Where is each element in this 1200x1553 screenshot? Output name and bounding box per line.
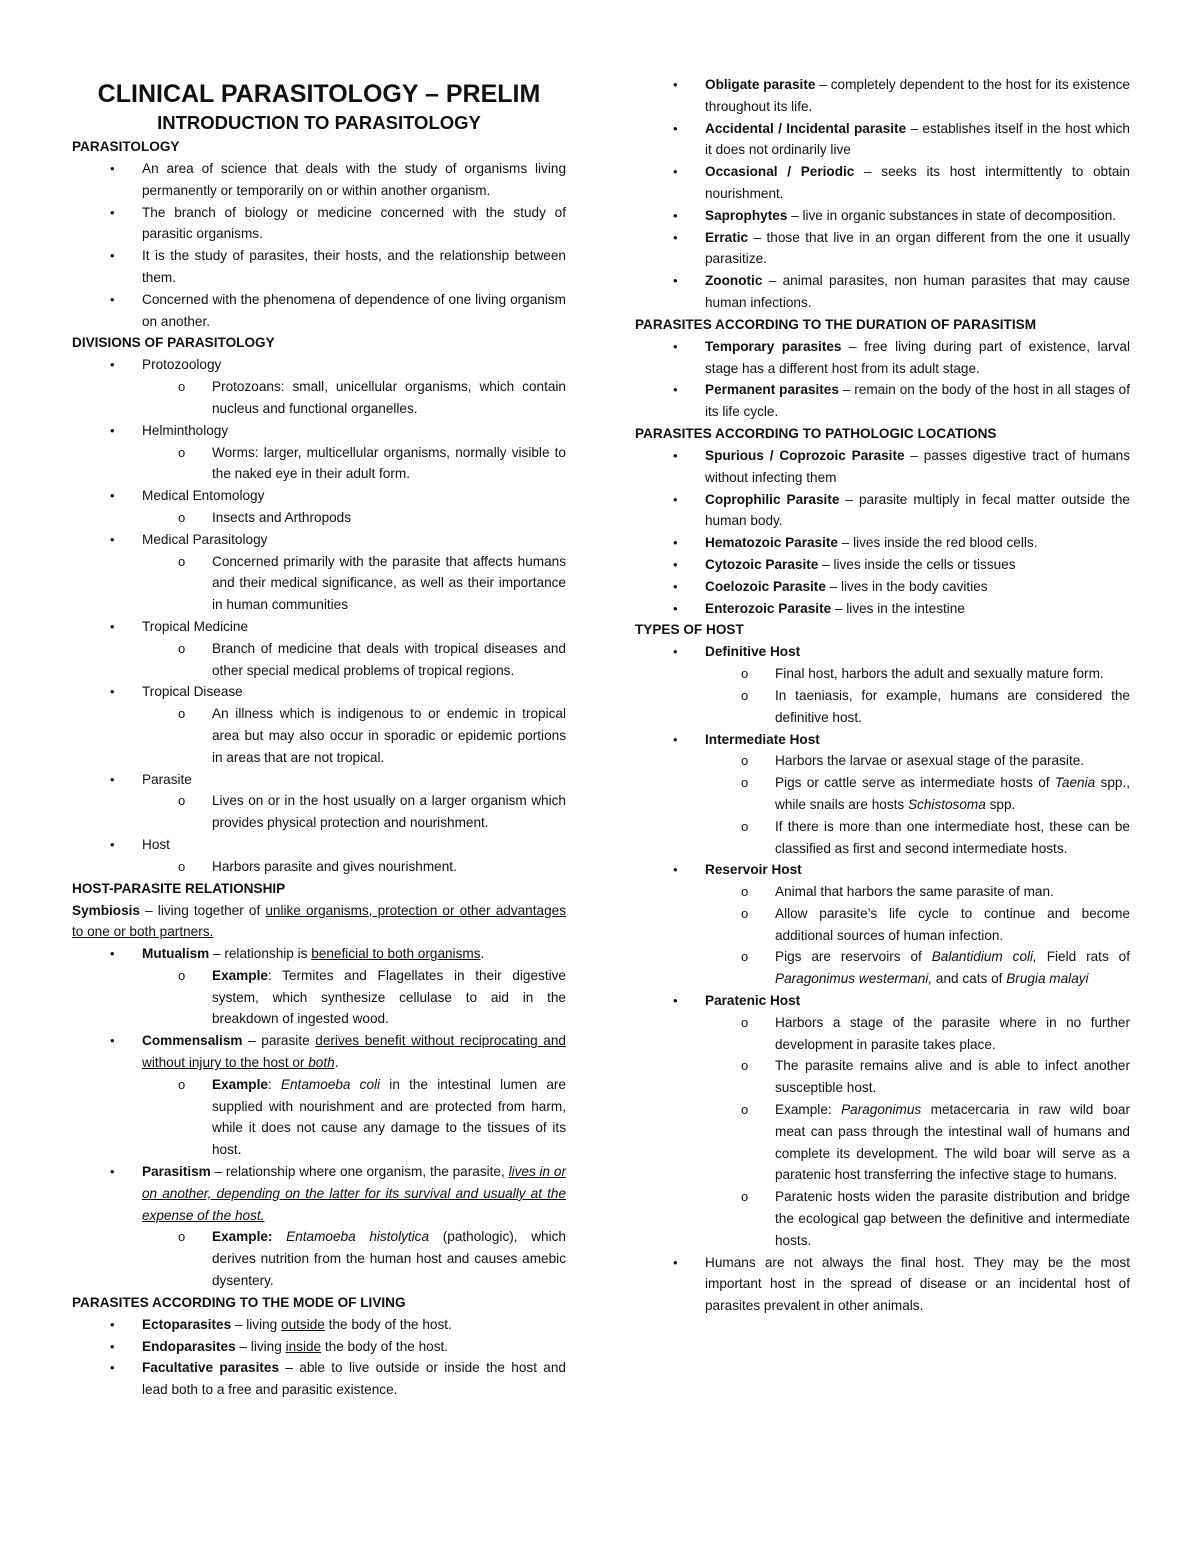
- section-heading-locations: PARASITES ACCORDING TO PATHOLOGIC LOCATIONS: [635, 425, 997, 441]
- term: Zoonotic: [705, 273, 763, 289]
- sub-list-item: o The parasite remains alive and is able to infect another susceptible host.: [705, 1055, 1130, 1099]
- list-item: [72, 485, 566, 529]
- text-span: – lives inside the red blood cells.: [837, 535, 1038, 551]
- example-label: Example:: [212, 1229, 273, 1245]
- list-item: • It is the study of parasites, their hosts, and the relationship between them.: [72, 245, 566, 289]
- list-item: [635, 576, 1130, 598]
- species-name: Paragonimus westermani,: [775, 971, 933, 987]
- list-item: [635, 554, 1130, 576]
- term: Facultative parasites: [142, 1360, 280, 1376]
- list-item: [635, 270, 1130, 314]
- text-span: Pigs are reservoirs of: [775, 949, 932, 965]
- sub-list: [705, 881, 1130, 990]
- underlined-text: both: [308, 1055, 335, 1071]
- term: Symbiosis: [72, 902, 140, 918]
- sub-list-item: o Protozoans: small, unicellular organisms, which contain nucleus and functional organelles.: [142, 376, 566, 420]
- host-type-label: Reservoir Host: [705, 862, 802, 878]
- sub-list-item: o An illness which is indigenous to or endemic in tropical area but may also occur in sporadic or epidemic portions in areas that are not tropical.: [142, 703, 566, 768]
- sub-list: [142, 1074, 566, 1161]
- text-span: Pigs or cattle serve as intermediate hosts of: [775, 775, 1055, 791]
- list-item: [72, 354, 566, 419]
- sub-list-item: o Paratenic hosts widen the parasite distribution and bridge the ecological gap between the definitive and intermediate hosts.: [705, 1186, 1130, 1251]
- sub-list-item: o Final host, harbors the adult and sexually mature form.: [705, 663, 1130, 685]
- sub-list: [142, 376, 566, 420]
- list-item: [635, 118, 1130, 162]
- list-item: [72, 834, 566, 878]
- sub-list: [142, 703, 566, 768]
- text-span: – living together of: [140, 902, 266, 918]
- species-name: Brugia malayi: [1006, 971, 1089, 987]
- list-item: [635, 161, 1130, 205]
- species-name: Taenia: [1054, 775, 1096, 791]
- underlined-text: outside: [281, 1316, 325, 1332]
- list-item: [635, 729, 1130, 860]
- list-item: [635, 859, 1130, 990]
- division-label: Protozoology: [142, 357, 222, 373]
- term: Occasional / Periodic: [705, 164, 855, 180]
- right-column: [635, 74, 1130, 1317]
- list-item: [72, 1357, 566, 1401]
- list-item: [635, 205, 1130, 227]
- term: Obligate parasite: [705, 77, 816, 92]
- list-item: [72, 420, 566, 485]
- left-column: [72, 74, 566, 1401]
- text-span: – live in organic substances in state of decomposition.: [787, 207, 1117, 223]
- sub-list-item: [705, 772, 1130, 816]
- sub-list-item: [142, 1074, 566, 1161]
- term: Spurious / Coprozoic Parasite: [705, 447, 905, 463]
- list-item: [72, 1161, 566, 1292]
- symbiosis-definition: [72, 900, 566, 944]
- sub-list: [142, 551, 566, 616]
- list-item: • An area of science that deals with the study of organisms living permanently or temporarily on or within another organism.: [72, 158, 566, 202]
- list-item: [635, 74, 1130, 118]
- list-item: [72, 529, 566, 616]
- sub-list: [142, 856, 566, 878]
- host-type-label: Intermediate Host: [705, 731, 820, 747]
- division-label: Host: [142, 836, 170, 852]
- locations-list: [635, 445, 1130, 619]
- text-span: – lives in the intestine: [831, 600, 965, 616]
- mode-of-living-list-right: [635, 74, 1130, 314]
- list-item: [635, 227, 1130, 271]
- sub-list-item: [142, 965, 566, 1030]
- sub-list-item: o Harbors a stage of the parasite where in no further development in parasite takes place.: [705, 1012, 1130, 1056]
- division-label: Tropical Medicine: [142, 618, 249, 634]
- host-type-label: Definitive Host: [705, 644, 801, 660]
- text-span: – remain on the body of the host in all stages of its life cycle.: [705, 382, 1130, 420]
- term: Cytozoic Parasite: [705, 556, 819, 572]
- list-item: [635, 641, 1130, 728]
- sub-list-item: o Branch of medicine that deals with tropical diseases and other special medical problems of tropical regions.: [142, 638, 566, 682]
- divisions-list: [72, 354, 566, 877]
- host-type-label: Paratenic Host: [705, 993, 801, 1009]
- term: Coelozoic Parasite: [705, 578, 826, 594]
- text-span: metacercaria in raw wild boar meat can pass through the intestinal wall of humans and complete its development. The wild boar will serve as a paratenic host transferring the infective stage to humans.: [775, 1102, 1130, 1183]
- species-name: Entamoeba histolytica: [272, 1229, 430, 1245]
- sub-list-item: o Lives on or in the host usually on a larger organism which provides physical protection and nourishment.: [142, 790, 566, 834]
- text-span: – parasite: [242, 1033, 316, 1049]
- list-item: [635, 489, 1130, 533]
- term: Parasitism: [142, 1164, 211, 1180]
- division-label: Medical Entomology: [142, 488, 265, 504]
- division-label: Medical Parasitology: [142, 531, 268, 547]
- text-span: – able to live outside or inside the host and lead both to a free and parasitic existence.: [142, 1360, 566, 1398]
- section-heading-host-types: TYPES OF HOST: [635, 622, 744, 638]
- text-span: the body of the host.: [324, 1316, 452, 1332]
- text-span: – relationship is: [209, 946, 312, 962]
- text-span: Field rats of: [1036, 949, 1130, 965]
- sub-list: [142, 790, 566, 834]
- text-span: .: [480, 946, 485, 962]
- sub-list: [705, 750, 1130, 859]
- sub-list-item: o Worms: larger, multicellular organisms, normally visible to the naked eye in their adult form.: [142, 442, 566, 486]
- sub-list: [142, 507, 566, 529]
- sub-list: [142, 1226, 566, 1291]
- sub-list-item: o Harbors parasite and gives nourishment.: [142, 856, 566, 878]
- list-item: [72, 943, 566, 1030]
- text-span: .: [334, 1055, 339, 1071]
- text-span: – animal parasites, non human parasites that may cause human infections.: [705, 273, 1130, 310]
- list-item: • Humans are not always the final host. They may be the most important host in the spread of disease or an incidental host of parasites prevalent in other animals.: [635, 1252, 1130, 1317]
- sub-list: [705, 1012, 1130, 1252]
- text-span: and cats of: [932, 971, 1007, 987]
- underlined-text: derives benefit without reciprocating and without injury to the host or: [142, 1033, 566, 1071]
- text-span: the body of the host.: [321, 1338, 449, 1354]
- sub-list-item: [142, 1226, 566, 1291]
- text-span: – those that live in an organ different from the one it usually parasitize.: [705, 229, 1130, 267]
- term: Hematozoic Parasite: [705, 535, 838, 551]
- text-span: :: [267, 1076, 281, 1092]
- sub-list-item: o If there is more than one intermediate host, these can be classified as first and second intermediate hosts.: [705, 816, 1130, 860]
- text-span: – lives in the body cavities: [825, 578, 988, 594]
- list-item: [635, 379, 1130, 423]
- host-types-list: [635, 641, 1130, 1317]
- list-item: • Concerned with the phenomena of dependence of one living organism on another.: [72, 289, 566, 333]
- sub-list-item: o Concerned primarily with the parasite that affects humans and their medical significance, as well as their importance in human communities: [142, 551, 566, 616]
- text-span: – living: [231, 1316, 282, 1332]
- species-name: Balantidium coli,: [931, 949, 1037, 965]
- term: Endoparasites: [142, 1338, 236, 1354]
- section-heading-mode-of-living: PARASITES ACCORDING TO THE MODE OF LIVING: [72, 1294, 406, 1310]
- sub-list-item: [705, 946, 1130, 990]
- list-item: [72, 769, 566, 834]
- example-label: Example: [212, 1076, 268, 1092]
- section-heading-divisions: DIVISIONS OF PARASITOLOGY: [72, 335, 275, 351]
- list-item: [635, 532, 1130, 554]
- term: Coprophilic Parasite: [705, 491, 840, 507]
- term: Commensalism: [142, 1033, 243, 1049]
- list-item: [72, 1336, 566, 1358]
- list-item: [635, 445, 1130, 489]
- example-label: Example: [212, 967, 268, 983]
- term: Temporary parasites: [705, 338, 842, 354]
- text-span: – seeks its host intermittently to obtain nourishment.: [705, 164, 1130, 201]
- text-span: : Termites and Flagellates in their digestive system, which synthesize cellulase to aid in the breakdown of ingested wood.: [212, 967, 566, 1027]
- document-title: CLINICAL PARASITOLOGY – PRELIM: [97, 80, 541, 108]
- division-label: Helminthology: [142, 422, 229, 438]
- text-span: – establishes itself in the host which it does not ordinarily live: [705, 120, 1130, 158]
- species-name: Schistosoma: [907, 796, 986, 812]
- division-label: Tropical Disease: [142, 684, 243, 700]
- underlined-text: lives in or on another, depending on the latter for its survival and usually at the expense of the host.: [142, 1164, 566, 1223]
- parasitology-list: [72, 158, 566, 332]
- sub-list-item: o Animal that harbors the same parasite of man.: [705, 881, 1130, 903]
- text-span: Example:: [775, 1102, 842, 1118]
- list-item: • The branch of biology or medicine concerned with the study of parasitic organisms.: [72, 202, 566, 246]
- term: Enterozoic Parasite: [705, 600, 832, 616]
- mode-of-living-list-left: [72, 1314, 566, 1401]
- species-name: Paragonimus: [841, 1102, 922, 1118]
- section-heading-duration: PARASITES ACCORDING TO THE DURATION OF PARASITISM: [635, 316, 1037, 332]
- term: Accidental / Incidental parasite: [705, 120, 907, 136]
- sub-list-item: o Harbors the larvae or asexual stage of the parasite.: [705, 750, 1130, 772]
- list-item: [72, 1030, 566, 1161]
- relationship-list: [72, 943, 566, 1292]
- text-span: – parasite multiply in fecal matter outside the human body.: [705, 491, 1130, 529]
- underlined-text: beneficial to both organisms: [311, 946, 481, 962]
- species-name: Entamoeba coli: [280, 1076, 381, 1092]
- text-span: spp.: [985, 796, 1016, 812]
- text-span: – relationship where one organism, the parasite,: [210, 1164, 509, 1180]
- text-span: spp., while snails are hosts: [775, 775, 1131, 812]
- underlined-text: inside: [285, 1338, 322, 1354]
- text-span: in the intestinal lumen are supplied with nourishment and are protected from harm, while it does not cause any damage to the tissues of its host.: [212, 1076, 566, 1158]
- term: Mutualism: [142, 946, 210, 962]
- list-item: [635, 990, 1130, 1252]
- sub-list-item: o In taeniasis, for example, humans are considered the definitive host.: [705, 685, 1130, 729]
- sub-list: [142, 442, 566, 486]
- term: Permanent parasites: [705, 382, 839, 398]
- sub-list: [705, 663, 1130, 728]
- sub-list: [142, 965, 566, 1030]
- text-span: – completely dependent to the host for its existence throughout its life.: [705, 77, 1130, 114]
- term: Saprophytes: [705, 207, 788, 223]
- document-subtitle: INTRODUCTION TO PARASITOLOGY: [157, 112, 481, 133]
- list-item: [72, 616, 566, 681]
- list-item: [72, 681, 566, 768]
- text-span: – living: [235, 1338, 286, 1354]
- text-span: – free living during part of existence, larval stage has a different host from its adult stage.: [705, 338, 1130, 376]
- sub-list-item: o Allow parasite’s life cycle to continue and become additional sources of human infection.: [705, 903, 1130, 947]
- text-span: (pathologic), which derives nutrition from the human host and causes amebic dysentery.: [212, 1229, 566, 1289]
- section-heading-relationship: HOST-PARASITE RELATIONSHIP: [72, 880, 286, 896]
- section-heading-parasitology: PARASITOLOGY: [72, 139, 180, 154]
- sub-list: [142, 638, 566, 682]
- list-item: [635, 336, 1130, 380]
- sub-list-item: [705, 1099, 1130, 1186]
- division-label: Parasite: [142, 771, 192, 787]
- list-item: [635, 598, 1130, 620]
- text-span: – passes digestive tract of humans without infecting them: [705, 447, 1130, 485]
- underlined-text: unlike organisms, protection or other advantages to one or both partners.: [72, 902, 566, 940]
- duration-list: [635, 336, 1130, 423]
- text-span: – lives inside the cells or tissues: [818, 556, 1016, 572]
- term: Erratic: [705, 229, 749, 245]
- term: Ectoparasites: [142, 1316, 232, 1332]
- sub-list-item: o Insects and Arthropods: [142, 507, 566, 529]
- list-item: [72, 1314, 566, 1336]
